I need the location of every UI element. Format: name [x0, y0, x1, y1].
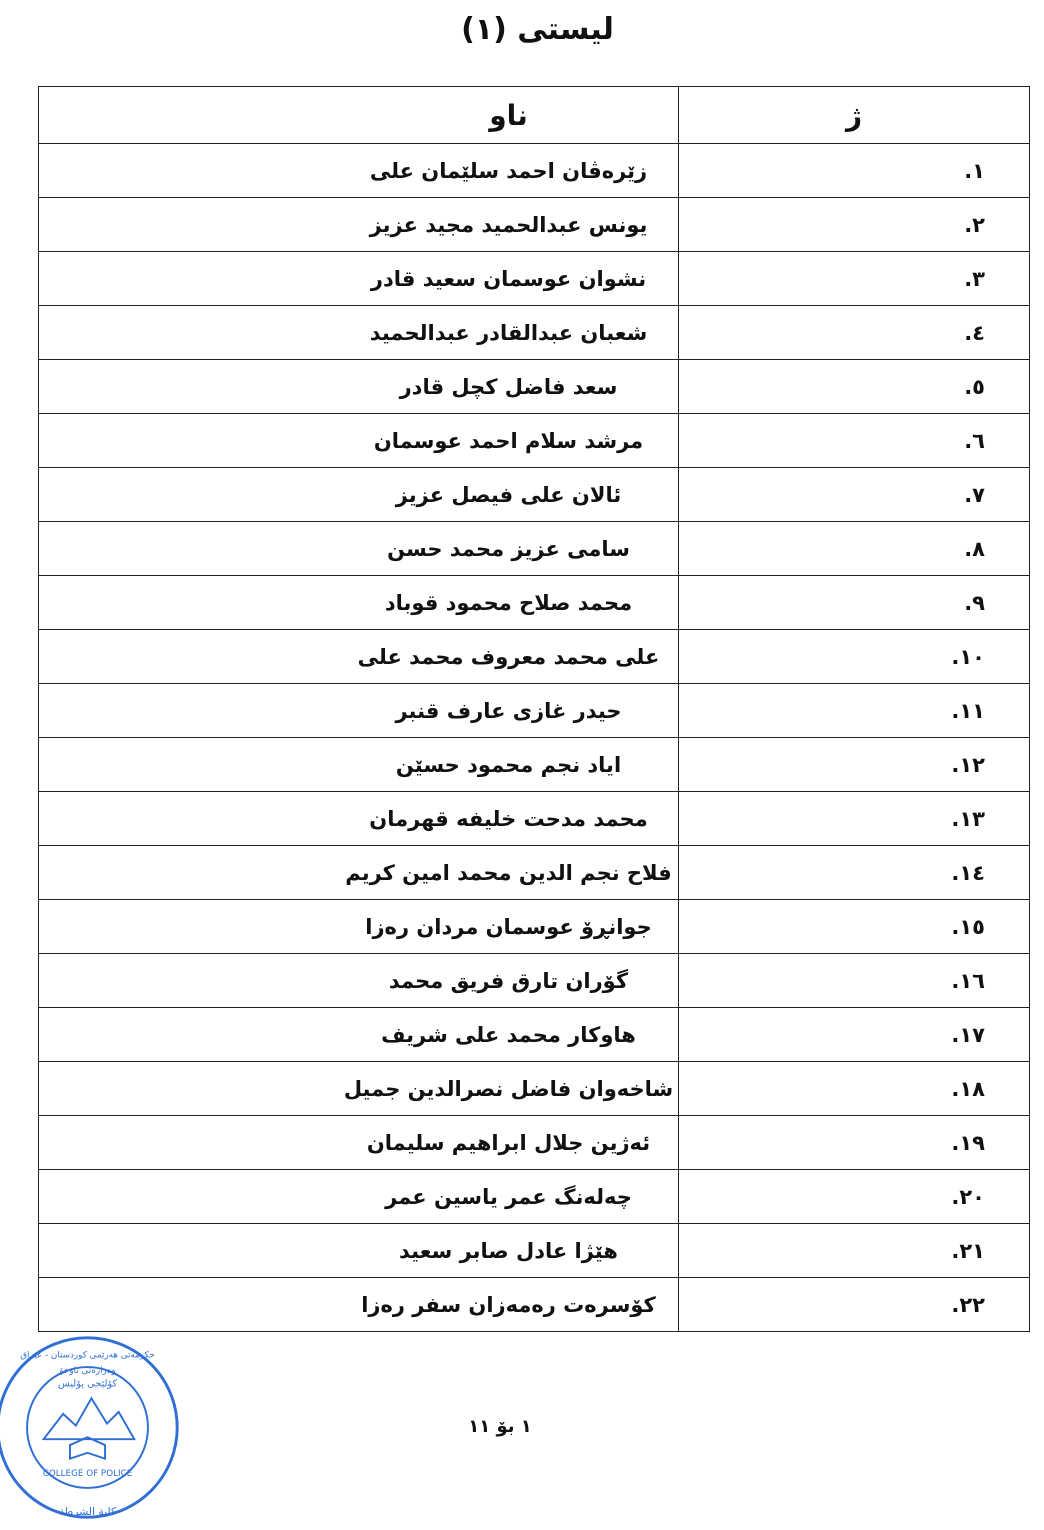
table-row: [39, 1062, 1030, 1116]
table-row: [39, 1278, 1030, 1332]
table-row: [39, 306, 1030, 360]
table-header-row: [39, 87, 1030, 144]
table-row: [39, 630, 1030, 684]
table-row: [39, 846, 1030, 900]
row-number: ١١.: [679, 684, 1030, 738]
row-name: سعد فاضل کچل قادر: [39, 360, 679, 414]
table-row: [39, 1008, 1030, 1062]
row-number: ٨.: [679, 522, 1030, 576]
table-row: [39, 1170, 1030, 1224]
row-name: هێژا عادل صابر سعید: [39, 1224, 679, 1278]
table-row: [39, 522, 1030, 576]
row-number: ١٠.: [679, 630, 1030, 684]
row-number: ٦.: [679, 414, 1030, 468]
header-number: ژ: [679, 87, 1030, 144]
row-number: ٣.: [679, 252, 1030, 306]
names-table: [38, 86, 1030, 1332]
row-number: ٢٢.: [679, 1278, 1030, 1332]
row-name: ایاد نجم محمود حسێن: [39, 738, 679, 792]
row-number: ٢.: [679, 198, 1030, 252]
stamp-college-text: کۆلێجی پۆلیس: [57, 1378, 118, 1390]
row-name: ئەژین جلال ابراهیم سلیمان: [39, 1116, 679, 1170]
row-name: فلاح نجم الدین محمد امین کریم: [39, 846, 679, 900]
row-name: شعبان عبدالقادر عبدالحمید: [39, 306, 679, 360]
table-row: [39, 792, 1030, 846]
row-name: چەلەنگ عمر یاسین عمر: [39, 1170, 679, 1224]
row-number: ١٦.: [679, 954, 1030, 1008]
stamp-ring-text: حکومەتی هەرێمی کوردستان - عێراق: [20, 1350, 155, 1361]
table-row: [39, 900, 1030, 954]
stamp-ministry-text: وەزارەتی ناوخۆ: [59, 1365, 116, 1376]
row-number: ١.: [679, 144, 1030, 198]
row-number: ٩.: [679, 576, 1030, 630]
row-name: شاخەوان فاضل نصرالدین جمیل: [39, 1062, 679, 1116]
row-name: مرشد سلام احمد عوسمان: [39, 414, 679, 468]
college-stamp-icon: [0, 1330, 185, 1525]
table-row: [39, 576, 1030, 630]
row-number: ١٨.: [679, 1062, 1030, 1116]
row-name: محمد صلاح محمود قوباد: [39, 576, 679, 630]
table-row: [39, 144, 1030, 198]
table-row: [39, 738, 1030, 792]
row-name: علی محمد معروف محمد علی: [39, 630, 679, 684]
row-number: ٤.: [679, 306, 1030, 360]
table-row: [39, 1116, 1030, 1170]
row-number: ٧.: [679, 468, 1030, 522]
row-name: ئالان علی فیصل عزیز: [39, 468, 679, 522]
stamp-bottom-text: كلية الشرطة: [58, 1505, 117, 1519]
row-name: حیدر غازی عارف قنبر: [39, 684, 679, 738]
row-name: زێرەڤان احمد سلێمان علی: [39, 144, 679, 198]
row-name: محمد مدحت خلیفه قهرمان: [39, 792, 679, 846]
row-name: سامی عزیز محمد حسن: [39, 522, 679, 576]
row-number: ٥.: [679, 360, 1030, 414]
page-title: لیستی (١): [461, 12, 614, 47]
row-name: گۆران تارق فریق محمد: [39, 954, 679, 1008]
row-number: ١٧.: [679, 1008, 1030, 1062]
table-row: [39, 954, 1030, 1008]
row-number: ٢١.: [679, 1224, 1030, 1278]
table-row: [39, 414, 1030, 468]
page-footer: ١ بۆ ١١: [468, 1416, 532, 1437]
table-body: [39, 144, 1030, 1332]
row-name: هاوکار محمد علی شریف: [39, 1008, 679, 1062]
row-name: نشوان عوسمان سعید قادر: [39, 252, 679, 306]
row-number: ١٩.: [679, 1116, 1030, 1170]
row-number: ١٤.: [679, 846, 1030, 900]
header-name: ناو: [39, 87, 679, 144]
table-row: [39, 252, 1030, 306]
table-row: [39, 468, 1030, 522]
table-row: [39, 1224, 1030, 1278]
table-row: [39, 684, 1030, 738]
row-number: ١٥.: [679, 900, 1030, 954]
table-row: [39, 360, 1030, 414]
stamp-english-text: COLLEGE OF POLICE: [42, 1469, 133, 1480]
row-name: یونس عبدالحمید مجید عزیز: [39, 198, 679, 252]
row-name: جوانڕۆ عوسمان مردان رەزا: [39, 900, 679, 954]
row-number: ٢٠.: [679, 1170, 1030, 1224]
row-number: ١٢.: [679, 738, 1030, 792]
row-number: ١٣.: [679, 792, 1030, 846]
row-name: کۆسرەت رەمەزان سفر رەزا: [39, 1278, 679, 1332]
table-row: [39, 198, 1030, 252]
